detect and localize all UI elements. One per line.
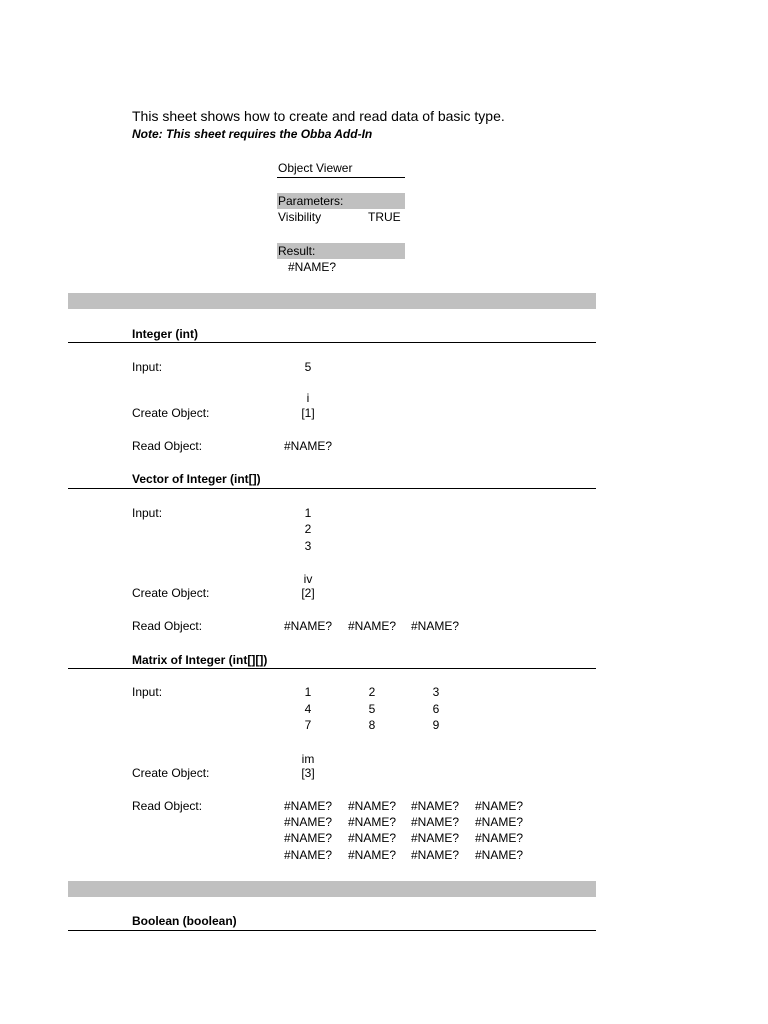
section-divider-bar bbox=[68, 293, 596, 309]
matrix-read-cell[interactable]: #NAME? bbox=[284, 799, 333, 813]
boolean-section-title: Boolean (boolean) bbox=[132, 914, 237, 928]
matrix-read-cell[interactable]: #NAME? bbox=[284, 848, 333, 862]
object-viewer-underline bbox=[277, 177, 405, 178]
matrix-read-cell[interactable]: #NAME? bbox=[284, 815, 333, 829]
object-viewer-title: Object Viewer bbox=[278, 161, 353, 175]
vector-create-value[interactable]: [2] bbox=[301, 586, 315, 600]
vector-read-value[interactable]: #NAME? bbox=[411, 619, 460, 633]
integer-object-name[interactable]: i bbox=[306, 391, 310, 405]
matrix-read-cell[interactable]: #NAME? bbox=[411, 848, 460, 862]
vector-input-value[interactable]: 3 bbox=[304, 539, 312, 553]
matrix-read-cell[interactable]: #NAME? bbox=[475, 848, 524, 862]
matrix-create-label: Create Object: bbox=[132, 766, 210, 780]
matrix-read-cell[interactable]: #NAME? bbox=[348, 848, 397, 862]
vector-read-value[interactable]: #NAME? bbox=[348, 619, 397, 633]
vector-input-value[interactable]: 2 bbox=[304, 522, 312, 536]
matrix-read-cell[interactable]: #NAME? bbox=[348, 815, 397, 829]
integer-input-value[interactable]: 5 bbox=[304, 360, 312, 374]
integer-read-label: Read Object: bbox=[132, 439, 203, 453]
matrix-create-value[interactable]: [3] bbox=[301, 766, 315, 780]
vector-read-value[interactable]: #NAME? bbox=[284, 619, 333, 633]
matrix-read-label: Read Object: bbox=[132, 799, 203, 813]
matrix-input-cell[interactable]: 1 bbox=[304, 685, 312, 699]
matrix-input-label: Input: bbox=[132, 685, 163, 699]
integer-create-label: Create Object: bbox=[132, 406, 210, 420]
matrix-read-cell[interactable]: #NAME? bbox=[348, 831, 397, 845]
note-text: Note: This sheet requires the Obba Add-In bbox=[132, 127, 373, 141]
matrix-input-cell[interactable]: 4 bbox=[304, 702, 312, 716]
matrix-input-cell[interactable]: 6 bbox=[432, 702, 440, 716]
boolean-section-rule bbox=[68, 930, 596, 931]
vector-object-name[interactable]: iv bbox=[303, 572, 313, 586]
visibility-value[interactable]: TRUE bbox=[368, 210, 401, 224]
matrix-read-cell[interactable]: #NAME? bbox=[284, 831, 333, 845]
vector-create-label: Create Object: bbox=[132, 586, 210, 600]
result-value[interactable]: #NAME? bbox=[288, 260, 337, 274]
vector-input-value[interactable]: 1 bbox=[304, 506, 312, 520]
matrix-read-cell[interactable]: #NAME? bbox=[475, 799, 524, 813]
matrix-read-cell[interactable]: #NAME? bbox=[411, 831, 460, 845]
integer-section-title: Integer (int) bbox=[132, 327, 198, 341]
matrix-read-cell[interactable]: #NAME? bbox=[411, 799, 460, 813]
matrix-input-cell[interactable]: 9 bbox=[432, 718, 440, 732]
integer-read-value[interactable]: #NAME? bbox=[284, 439, 333, 453]
matrix-read-cell[interactable]: #NAME? bbox=[411, 815, 460, 829]
integer-create-value[interactable]: [1] bbox=[301, 406, 315, 420]
matrix-section-title: Matrix of Integer (int[][]) bbox=[132, 653, 268, 667]
matrix-input-cell[interactable]: 2 bbox=[368, 685, 376, 699]
matrix-read-cell[interactable]: #NAME? bbox=[475, 815, 524, 829]
matrix-input-cell[interactable]: 5 bbox=[368, 702, 376, 716]
visibility-label: Visibility bbox=[278, 210, 322, 224]
matrix-input-cell[interactable]: 3 bbox=[432, 685, 440, 699]
result-label: Result: bbox=[278, 244, 316, 258]
matrix-object-name[interactable]: im bbox=[301, 752, 315, 766]
vector-input-label: Input: bbox=[132, 506, 163, 520]
integer-input-label: Input: bbox=[132, 360, 163, 374]
vector-section-title: Vector of Integer (int[]) bbox=[132, 472, 261, 486]
matrix-read-cell[interactable]: #NAME? bbox=[475, 831, 524, 845]
intro-text: This sheet shows how to create and read data of basic type. bbox=[132, 108, 505, 124]
vector-section-rule bbox=[68, 488, 596, 489]
matrix-input-cell[interactable]: 8 bbox=[368, 718, 376, 732]
matrix-read-cell[interactable]: #NAME? bbox=[348, 799, 397, 813]
matrix-input-cell[interactable]: 7 bbox=[304, 718, 312, 732]
integer-section-rule bbox=[68, 342, 596, 343]
parameters-label: Parameters: bbox=[278, 194, 344, 208]
matrix-section-rule bbox=[68, 668, 596, 669]
section-divider-bar bbox=[68, 881, 596, 897]
vector-read-label: Read Object: bbox=[132, 619, 203, 633]
